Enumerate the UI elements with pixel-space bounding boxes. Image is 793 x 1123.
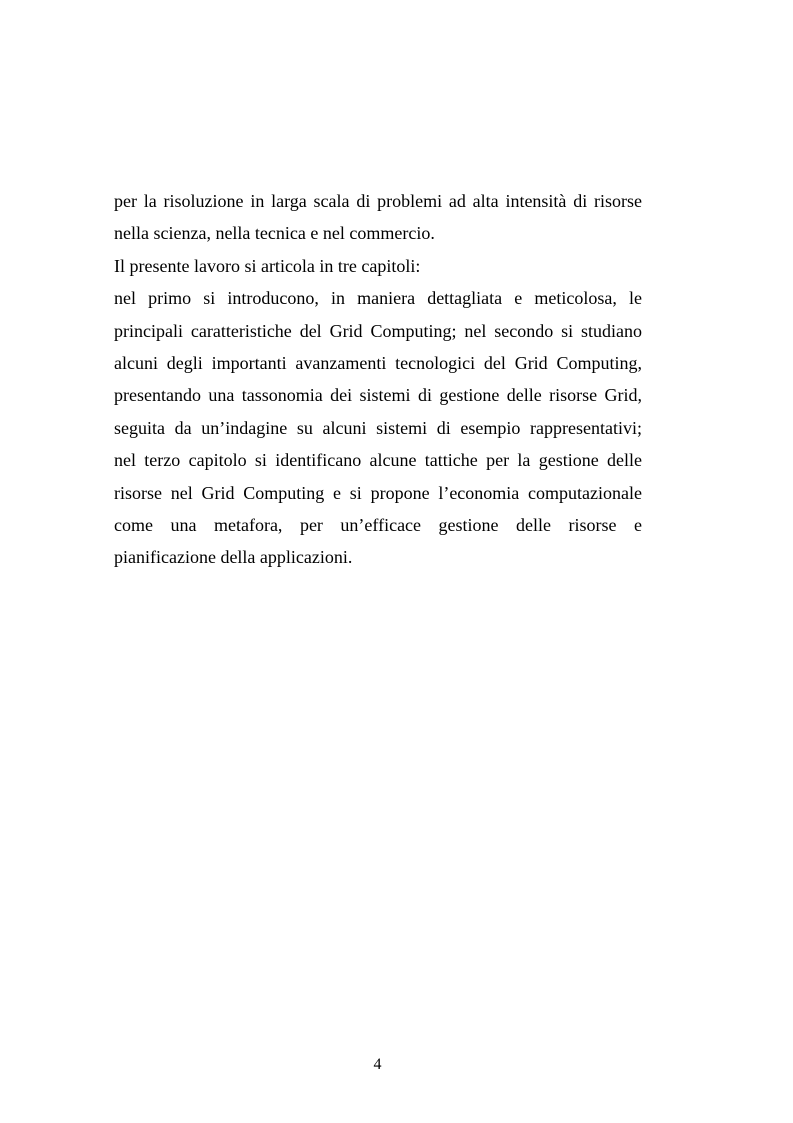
text-line: principali caratteristiche del Grid Computing; nel secondo si studiano <box>114 320 642 341</box>
text-line: pianificazione della applicazioni. <box>114 547 353 568</box>
text-line: seguita da un’indagine su alcuni sistemi di esempio rappresentativi; <box>114 417 642 438</box>
text-line: nel primo si introducono, in maniera dettagliata e meticolosa, le <box>114 288 642 309</box>
text-line: come una metafora, per un’efficace gestione delle risorse e <box>114 514 642 535</box>
text-line: per la risoluzione in larga scala di problemi ad alta intensità di risorse <box>114 191 642 211</box>
text-line: risorse nel Grid Computing e si propone l’economia computazionale <box>114 482 642 503</box>
text-line: presentando una tassonomia dei sistemi di gestione delle risorse Grid, <box>114 385 642 406</box>
text-line: Il presente lavoro si articola in tre capitoli: <box>114 255 421 276</box>
text-line: nel terzo capitolo si identificano alcune tattiche per la gestione delle <box>114 450 642 471</box>
text-line: nella scienza, nella tecnica e nel commercio. <box>114 223 435 244</box>
body-text <box>114 185 642 574</box>
text-line: alcuni degli importanti avanzamenti tecnologici del Grid Computing, <box>114 352 642 373</box>
page-number: 4 <box>373 1056 382 1073</box>
